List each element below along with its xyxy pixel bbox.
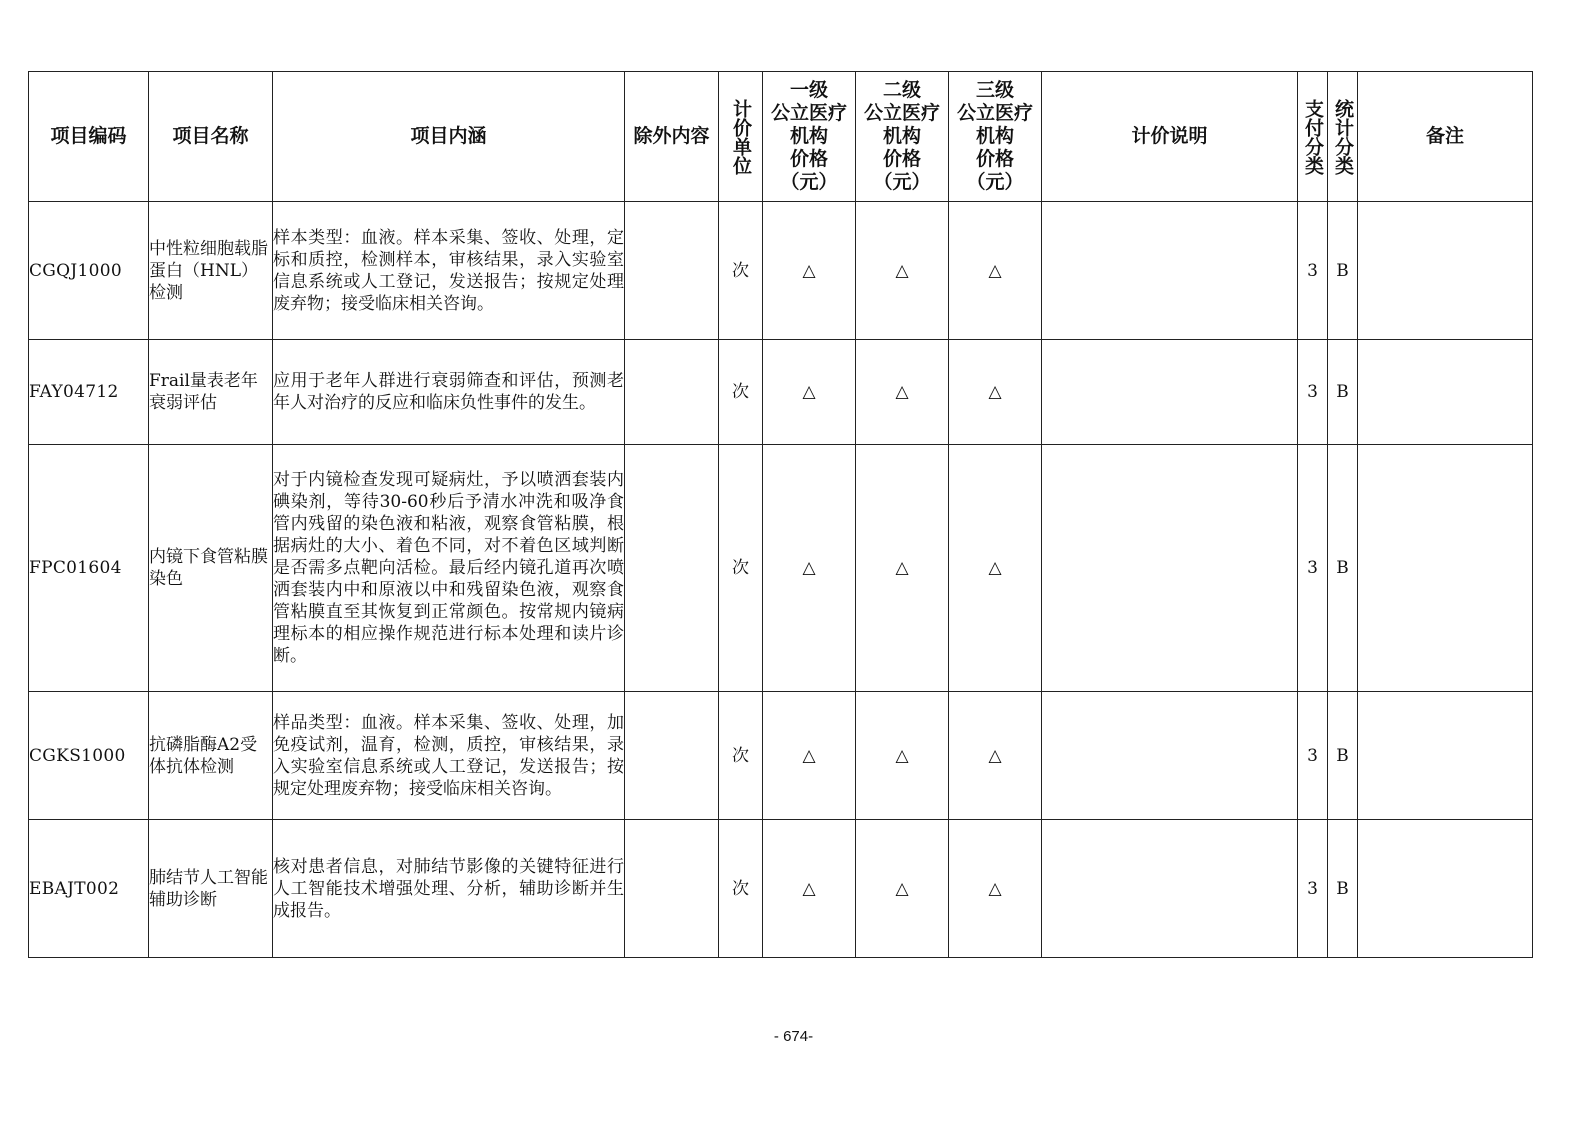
cell-name: 内镜下食管粘膜染色 — [149, 445, 273, 692]
cell-payment-category: 3 — [1298, 445, 1328, 692]
cell-excluded — [625, 445, 719, 692]
cell-level3-price: △ — [949, 445, 1042, 692]
cell-code: CGKS1000 — [29, 692, 149, 820]
cell-level1-price: △ — [763, 340, 856, 445]
cell-stat-category: B — [1328, 202, 1358, 340]
page-number: - 674- — [773, 1028, 814, 1045]
cell-level2-price: △ — [856, 202, 949, 340]
cell-excluded — [625, 202, 719, 340]
cell-stat-category: B — [1328, 692, 1358, 820]
cell-unit: 次 — [719, 340, 763, 445]
cell-level3-price: △ — [949, 340, 1042, 445]
cell-stat-category: B — [1328, 340, 1358, 445]
header-level1-price: 一级 公立医疗 机构 价格 （元） — [763, 72, 856, 202]
cell-remark — [1358, 820, 1533, 958]
header-stat-category — [1328, 72, 1358, 202]
cell-code: FPC01604 — [29, 445, 149, 692]
header-stat-text: 统计分类 — [1332, 98, 1354, 175]
cell-name: 肺结节人工智能辅助诊断 — [149, 820, 273, 958]
cell-unit: 次 — [719, 202, 763, 340]
header-excluded: 除外内容 — [625, 72, 719, 202]
header-row — [29, 72, 1533, 202]
header-pricing-note: 计价说明 — [1042, 72, 1298, 202]
cell-code: FAY04712 — [29, 340, 149, 445]
cell-code: CGQJ1000 — [29, 202, 149, 340]
cell-pricing-note — [1042, 340, 1298, 445]
table-row — [29, 202, 1533, 340]
header-level3-price: 三级 公立医疗 机构 价格 （元） — [949, 72, 1042, 202]
cell-level2-price: △ — [856, 820, 949, 958]
cell-payment-category: 3 — [1298, 202, 1328, 340]
table-row — [29, 340, 1533, 445]
cell-content: 样本类型：血液。样本采集、签收、处理，定标和质控，检测样本，审核结果，录入实验室信息系统或人工登记，发送报告；按规定处理废弃物；接受临床相关咨询。 — [273, 202, 625, 340]
cell-content: 应用于老年人群进行衰弱筛查和评估，预测老年人对治疗的反应和临床负性事件的发生。 — [273, 340, 625, 445]
header-name: 项目名称 — [149, 72, 273, 202]
header-unit — [719, 72, 763, 202]
cell-unit: 次 — [719, 820, 763, 958]
pricing-table — [28, 71, 1533, 958]
cell-name: 中性粒细胞载脂蛋白（HNL）检测 — [149, 202, 273, 340]
cell-stat-category: B — [1328, 445, 1358, 692]
cell-payment-category: 3 — [1298, 340, 1328, 445]
header-payment-text: 支付分类 — [1302, 98, 1324, 175]
cell-payment-category: 3 — [1298, 692, 1328, 820]
cell-remark — [1358, 692, 1533, 820]
cell-level1-price: △ — [763, 445, 856, 692]
cell-payment-category: 3 — [1298, 820, 1328, 958]
header-unit-text: 计价单位 — [730, 98, 752, 175]
cell-level3-price: △ — [949, 820, 1042, 958]
header-level2-price: 二级 公立医疗 机构 价格 （元） — [856, 72, 949, 202]
cell-remark — [1358, 202, 1533, 340]
table-row — [29, 692, 1533, 820]
cell-pricing-note — [1042, 820, 1298, 958]
header-content: 项目内涵 — [273, 72, 625, 202]
cell-excluded — [625, 692, 719, 820]
table-row — [29, 820, 1533, 958]
cell-level1-price: △ — [763, 692, 856, 820]
cell-name: 抗磷脂酶A2受体抗体检测 — [149, 692, 273, 820]
cell-unit: 次 — [719, 692, 763, 820]
cell-level3-price: △ — [949, 692, 1042, 820]
cell-level2-price: △ — [856, 340, 949, 445]
table-row — [29, 445, 1533, 692]
cell-code: EBAJT002 — [29, 820, 149, 958]
cell-content: 核对患者信息，对肺结节影像的关键特征进行人工智能技术增强处理、分析，辅助诊断并生成报告。 — [273, 820, 625, 958]
cell-level1-price: △ — [763, 820, 856, 958]
header-remark: 备注 — [1358, 72, 1533, 202]
cell-name: Frail量表老年衰弱评估 — [149, 340, 273, 445]
header-code: 项目编码 — [29, 72, 149, 202]
cell-excluded — [625, 340, 719, 445]
cell-level1-price: △ — [763, 202, 856, 340]
cell-remark — [1358, 340, 1533, 445]
cell-content: 对于内镜检查发现可疑病灶，予以喷洒套装内碘染剂，等待30-60秒后予清水冲洗和吸净食管内残留的染色液和粘液，观察食管粘膜，根据病灶的大小、着色不同，对不着色区域判断是否需多点靶向活检。最后经内镜孔道再次喷洒套装内中和原液以中和残留染色液，观察食管粘膜直至其恢复到正常颜色。按常规内镜病理标本的相应操作规范进行标本处理和读片诊断。 — [273, 445, 625, 692]
cell-excluded — [625, 820, 719, 958]
cell-pricing-note — [1042, 445, 1298, 692]
cell-remark — [1358, 445, 1533, 692]
cell-stat-category: B — [1328, 820, 1358, 958]
header-payment-category — [1298, 72, 1328, 202]
cell-level2-price: △ — [856, 692, 949, 820]
cell-level2-price: △ — [856, 445, 949, 692]
cell-pricing-note — [1042, 692, 1298, 820]
cell-pricing-note — [1042, 202, 1298, 340]
cell-level3-price: △ — [949, 202, 1042, 340]
cell-unit: 次 — [719, 445, 763, 692]
cell-content: 样品类型：血液。样本采集、签收、处理，加免疫试剂，温育，检测，质控，审核结果，录入实验室信息系统或人工登记，发送报告；按规定处理废弃物；接受临床相关咨询。 — [273, 692, 625, 820]
